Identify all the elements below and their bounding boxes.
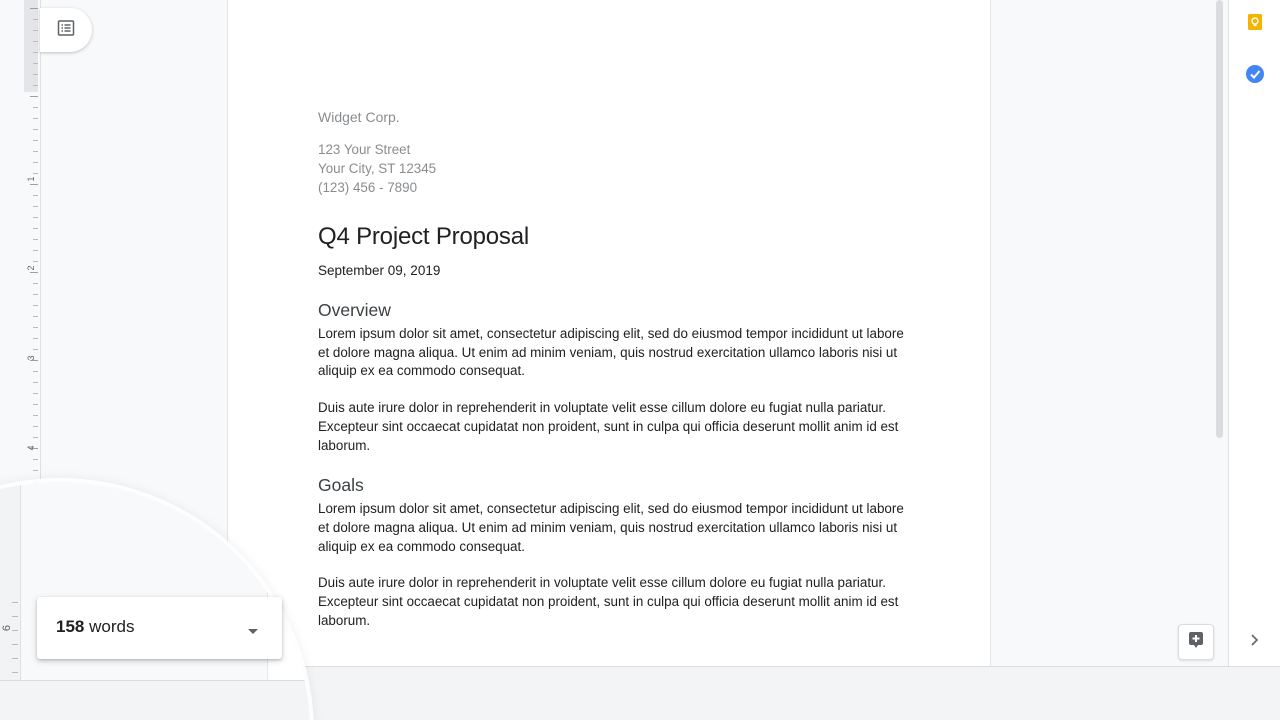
caret-down-icon[interactable] xyxy=(247,623,259,631)
ruler-tick xyxy=(33,426,38,427)
word-count-button[interactable] xyxy=(37,597,282,659)
ruler-tick xyxy=(33,393,38,394)
ruler-tick xyxy=(12,658,18,659)
ruler-tick xyxy=(33,52,38,53)
ruler-tick xyxy=(33,63,38,64)
document-body[interactable] xyxy=(318,107,918,630)
paragraph: Duis aute irure dolor in reprehenderit in voluptate velit esse cillum dolore eu fugiat nulla pariatur. Excepteur sint occaecat cupidatat non proident, sunt in culpa qui officia deserunt mollit anim id est laborum. xyxy=(318,575,899,628)
ruler-tick xyxy=(33,327,38,328)
ruler-tick xyxy=(33,283,38,284)
keep-icon[interactable] xyxy=(1245,12,1265,32)
ruler-tick xyxy=(33,481,38,482)
ruler-tick xyxy=(30,8,38,9)
explore-button[interactable] xyxy=(1178,624,1214,660)
ruler-tick xyxy=(12,616,18,617)
ruler-tick xyxy=(33,415,38,416)
ruler-tick xyxy=(33,250,38,251)
document-outline-icon xyxy=(57,19,75,42)
document-date: September 09, 2019 xyxy=(318,263,441,278)
scrollbar-thumb[interactable] xyxy=(1216,0,1223,438)
ruler-tick xyxy=(33,316,38,317)
ruler-tick xyxy=(33,107,38,108)
ruler-tick xyxy=(33,338,38,339)
ruler-margin-shade xyxy=(24,0,38,92)
chevron-right-icon[interactable] xyxy=(1248,630,1262,650)
ruler-tick xyxy=(33,206,38,207)
address-line: 123 Your Street xyxy=(318,142,411,157)
vertical-scrollbar[interactable] xyxy=(1212,0,1228,666)
ruler-tick xyxy=(33,470,38,471)
ruler-tick xyxy=(33,30,38,31)
ruler-tick xyxy=(12,602,18,603)
ruler-number: 3 xyxy=(26,355,36,361)
section-heading-overview: Overview xyxy=(318,300,391,320)
ruler-tick xyxy=(33,74,38,75)
paragraph: Duis aute irure dolor in reprehenderit in voluptate velit esse cillum dolore eu fugiat nulla pariatur. Excepteur sint occaecat cupidatat non proident, sunt in culpa qui officia deserunt mollit anim id est laborum. xyxy=(318,400,899,453)
ruler-tick xyxy=(33,151,38,152)
ruler-tick xyxy=(12,672,18,673)
ruler-tick xyxy=(12,644,18,645)
word-count-number: 158 xyxy=(56,617,85,636)
ruler-tick xyxy=(33,305,38,306)
ruler-tick xyxy=(30,96,38,97)
ruler-tick xyxy=(33,85,38,86)
ruler-tick xyxy=(33,294,38,295)
ruler-number: 4 xyxy=(26,445,36,451)
document-outline-button[interactable] xyxy=(40,8,92,52)
ruler-tick xyxy=(33,118,38,119)
ruler-tick xyxy=(33,19,38,20)
paragraph: Lorem ipsum dolor sit amet, consectetur adipiscing elit, sed do eiusmod tempor incididunt ut labore et dolore magna aliqua. Ut enim ad minim veniam, quis nostrud exercitation ullamco laboris nisi ut aliquip ex ea commodo consequat. xyxy=(318,326,904,379)
document-page[interactable] xyxy=(228,0,990,666)
address-city: Your City, ST 12345 xyxy=(318,161,437,176)
ruler-tick xyxy=(33,382,38,383)
word-count-unit: words xyxy=(89,617,135,636)
explore-icon xyxy=(1187,631,1205,654)
ruler-number: 6 xyxy=(1,624,14,632)
phone-number: (123) 456 - 7890 xyxy=(318,180,418,195)
ruler-tick xyxy=(33,239,38,240)
document-title: Q4 Project Proposal xyxy=(318,223,529,250)
ruler-tick xyxy=(33,437,38,438)
ruler-tick xyxy=(33,228,38,229)
paragraph: Lorem ipsum dolor sit amet, consectetur adipiscing elit, sed do eiusmod tempor incididunt ut labore et dolore magna aliqua. Ut enim ad minim veniam, quis nostrud exercitation ullamco laboris nisi ut aliquip ex ea commodo consequat. xyxy=(318,501,904,554)
ruler-tick xyxy=(33,217,38,218)
ruler-tick xyxy=(33,404,38,405)
ruler-tick xyxy=(33,371,38,372)
ruler-tick xyxy=(33,195,38,196)
ruler-number: 1 xyxy=(26,176,36,182)
side-panel xyxy=(1228,0,1280,666)
ruler-tick xyxy=(33,349,38,350)
section-heading-goals: Goals xyxy=(318,475,364,496)
ruler-tick xyxy=(33,41,38,42)
ruler-tick xyxy=(33,162,38,163)
company-name: Widget Corp. xyxy=(318,109,400,125)
tasks-icon[interactable] xyxy=(1245,64,1265,84)
ruler-tick xyxy=(33,129,38,130)
magnified-ruler xyxy=(0,482,21,682)
ruler-tick xyxy=(33,140,38,141)
magnified-bottom-bar xyxy=(0,680,310,720)
word-count-label xyxy=(56,617,134,637)
ruler-number: 2 xyxy=(26,265,36,271)
ruler-tick xyxy=(33,459,38,460)
